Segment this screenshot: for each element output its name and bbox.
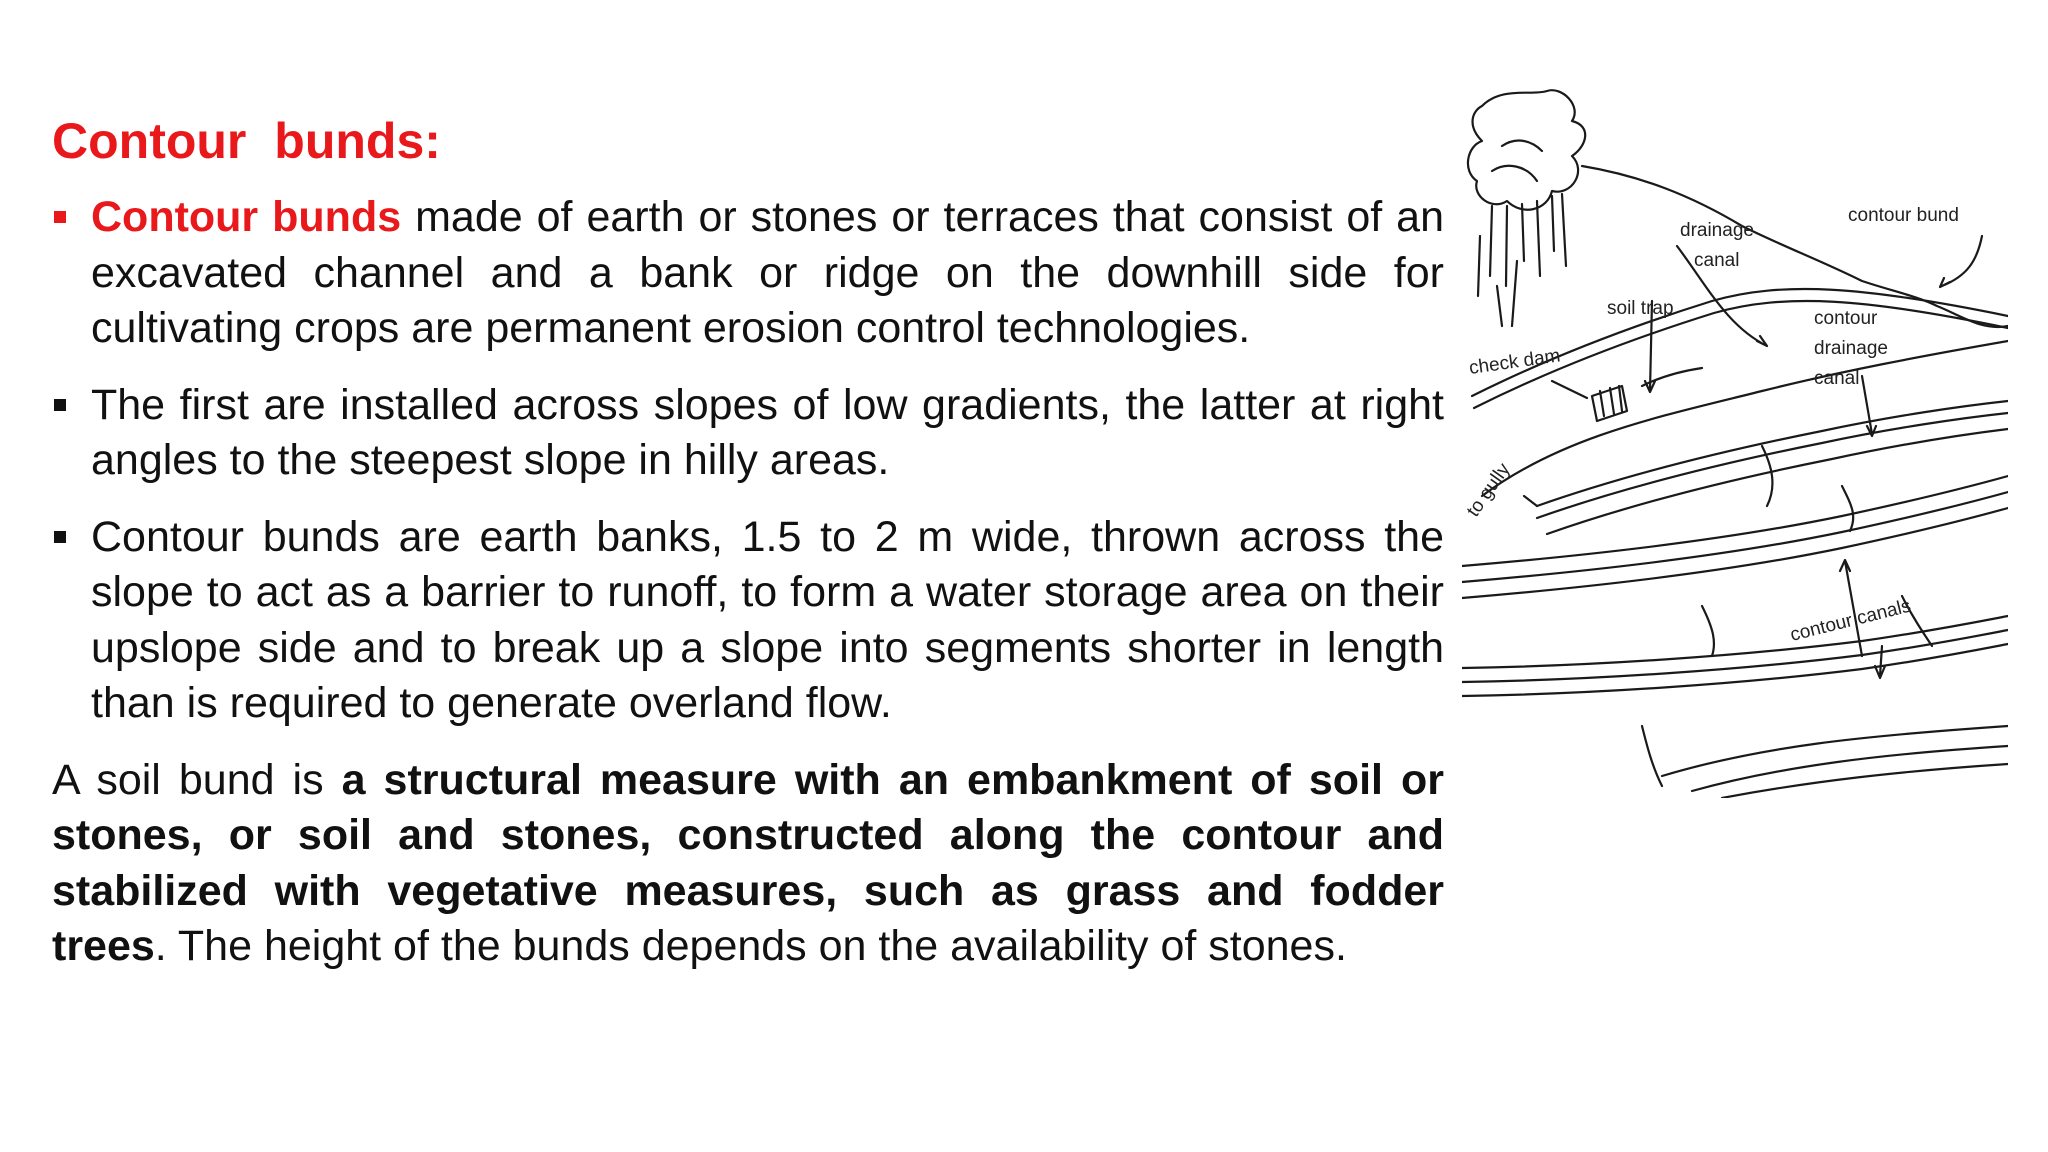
paragraph-bold: a structural measure with an embankment of soil or stones, or soil and stones, constructed along the contour and stabilized with vegetative measures, such as grass and fodder trees: [52, 755, 1444, 970]
label-canal: canal: [1694, 250, 1740, 271]
label-to-gully: to gully: [1462, 459, 1515, 521]
slide-content: [52, 190, 1444, 975]
terrace-band-1: [1472, 289, 2008, 396]
bullet-item-3: [52, 510, 1444, 732]
arrow-contour-drainage: [1862, 376, 1876, 436]
illustration-labels: [1463, 205, 1959, 646]
arrow-gully: [1524, 496, 1537, 506]
paragraph-suffix: . The height of the bunds depends on the availability of stones.: [154, 922, 1347, 970]
bullet-item-1: [52, 190, 1444, 357]
arrow-contour-bund: [1940, 236, 1982, 287]
bullet-marker: [54, 211, 66, 223]
tree-canopy: [1468, 90, 1585, 210]
label-check-dam: check dam: [1467, 345, 1562, 379]
illustration-svg: [1462, 86, 2008, 798]
check-dam: [1592, 386, 1627, 421]
label-contour: contour: [1814, 308, 1878, 329]
slide-title: Contour bunds:: [52, 113, 441, 169]
soil-bund-paragraph: [52, 753, 1444, 975]
bullet-item-2: [52, 378, 1444, 489]
label-drainage: drainage: [1680, 220, 1754, 241]
paragraph-prefix: A soil bund is: [52, 755, 342, 804]
label-drainage-2: drainage: [1814, 338, 1888, 359]
bullet-marker: [54, 399, 66, 411]
label-soil-trap: soil trap: [1607, 298, 1674, 319]
bullet-lead: Contour bunds: [91, 193, 402, 241]
bullet-list: [52, 190, 1444, 732]
label-contour-bund: contour bund: [1848, 205, 1959, 226]
tree-trunks: [1478, 194, 1566, 326]
bullet-text: Contour bunds are earth banks, 1.5 to 2 m wide, thrown across the slope to act as a barrier to runoff, to form a water storage area on their upslope side and to break up a slope into segments shorter in length than is required to generate overland flow.: [91, 512, 1444, 727]
label-contour-canals: contour canals: [1788, 595, 1914, 646]
bullet-text: The first are installed across slopes of low gradients, the latter at right angles to the steepest slope in hilly areas.: [91, 380, 1444, 484]
terrace-band-3: [1462, 476, 2008, 566]
terrace-band-4: [1462, 616, 2008, 668]
bullet-marker: [54, 531, 66, 543]
label-canal-2: canal: [1814, 368, 1860, 389]
bullet-text: made of earth or stones or terraces that consist of an excavated channel and a bank or ridge on the downhill side for cultivating crops are permanent erosion control technologies.: [91, 193, 1444, 352]
contour-bund-illustration: [1462, 86, 2008, 798]
